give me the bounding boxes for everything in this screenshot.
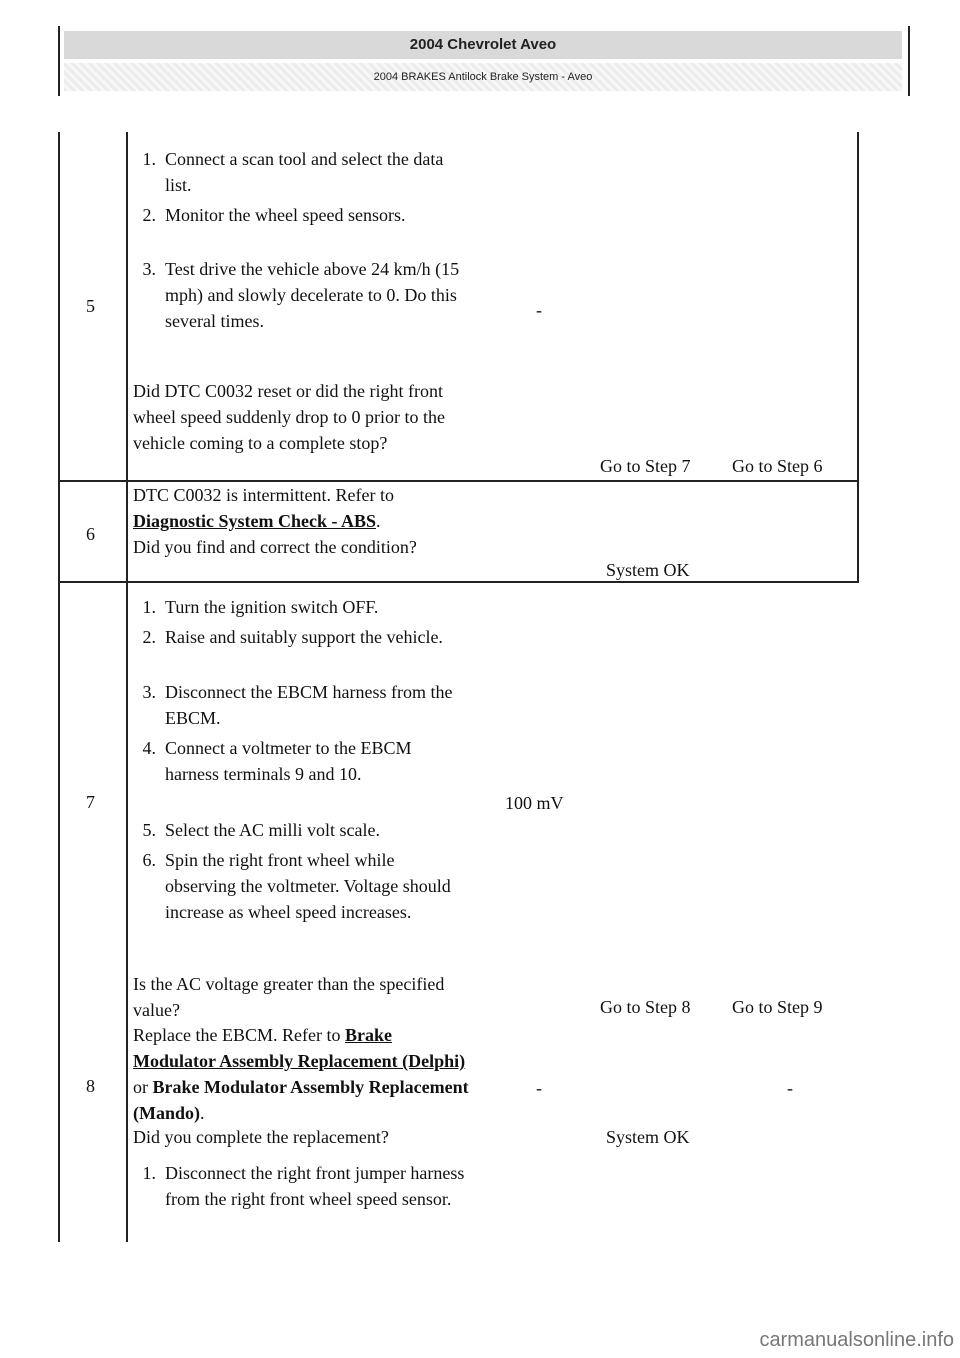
- diagnostic-check-link[interactable]: Diagnostic System Check - ABS: [133, 511, 377, 531]
- step-number: 6: [86, 524, 95, 544]
- no-action: -: [787, 1078, 793, 1098]
- no-action: Go to Step 6: [732, 456, 823, 476]
- step-text: DTC C0032 is intermittent. Refer to Diagnostic System Check - ABS.: [133, 485, 394, 531]
- value-cell: 100 mV: [505, 793, 564, 813]
- yes-action: System OK: [606, 1127, 690, 1147]
- brake-modulator-delphi-link[interactable]: Brake Modulator Assembly Replacement (Delphi): [133, 1025, 466, 1071]
- yes-action: Go to Step 7: [600, 456, 691, 476]
- step-number: 8: [86, 1076, 95, 1096]
- watermark-footer: carmanualsonline.info: [759, 1329, 954, 1351]
- brake-modulator-mando-link[interactable]: Brake Modulator Assembly Replacement (Mando): [133, 1077, 469, 1123]
- table-right-border: [857, 132, 859, 582]
- yes-action: Go to Step 8: [600, 997, 691, 1017]
- step-question: Did you find and correct the condition?: [133, 537, 417, 557]
- table-left-border: [58, 132, 60, 1242]
- step-number: 7: [86, 792, 95, 812]
- value-cell: -: [536, 1078, 542, 1098]
- yes-action: System OK: [606, 560, 690, 580]
- value-cell: -: [536, 300, 542, 320]
- step-question: Is the AC voltage greater than the specified value?: [133, 974, 445, 1020]
- document-title: 2004 Chevrolet Aveo: [64, 31, 902, 59]
- step-text: Replace the EBCM. Refer to Brake Modulator Assembly Replacement (Delphi) or Brake Modulator Assembly Replacement (Mando).: [133, 1025, 469, 1123]
- step-number: 5: [86, 296, 95, 316]
- table-step-divider: [126, 132, 128, 1242]
- step-question: Did DTC C0032 reset or did the right front wheel speed suddenly drop to 0 prior to the vehicle coming to a complete stop?: [133, 381, 445, 453]
- row-divider-6-7: [58, 581, 859, 583]
- document-subtitle: 2004 BRAKES Antilock Brake System - Aveo: [64, 63, 902, 91]
- step-question: Did you complete the replacement?: [133, 1127, 389, 1147]
- no-action: Go to Step 9: [732, 997, 823, 1017]
